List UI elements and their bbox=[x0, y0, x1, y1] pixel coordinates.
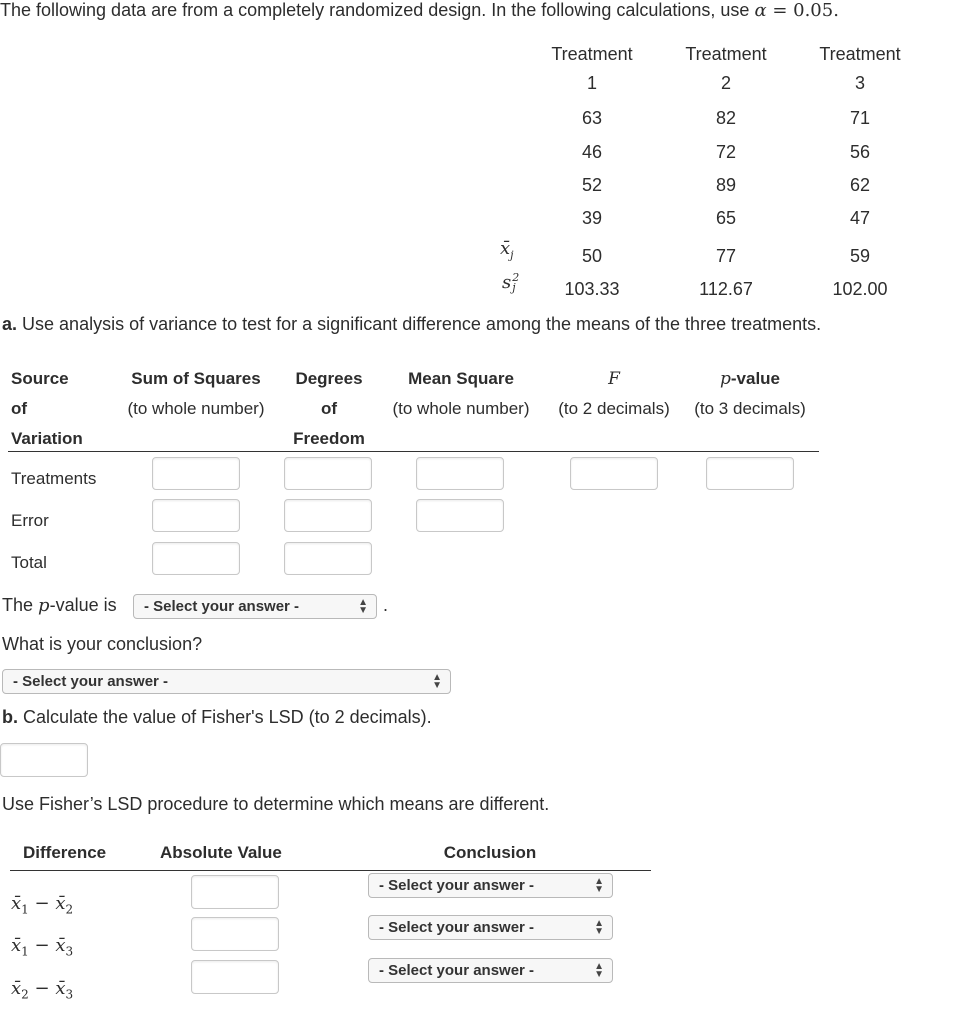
treatment-2-header: Treatment 2 bbox=[685, 44, 767, 93]
difference-x2-x3: $x̄_2$ − $x̄_3$ bbox=[11, 978, 74, 1002]
data-cell: 82 bbox=[715, 108, 737, 128]
pvalue-sentence: The p-value is bbox=[2, 595, 117, 616]
data-cell: 63 bbox=[581, 108, 603, 128]
data-cell: 39 bbox=[581, 208, 603, 228]
data-cell: 46 bbox=[581, 142, 603, 162]
anova-header-source: Source of Variation bbox=[11, 369, 83, 448]
f-statistic-input[interactable] bbox=[570, 457, 658, 490]
mean-value: 77 bbox=[715, 246, 737, 266]
row-label-error: Error bbox=[11, 511, 49, 530]
abs-diff-1-3-input[interactable] bbox=[191, 917, 279, 951]
mean-label: $x̄_j$ bbox=[500, 238, 514, 262]
select-arrows-icon: ▲ ▼ bbox=[432, 671, 442, 691]
anova-header-f: F (to 2 decimals) bbox=[558, 369, 670, 418]
data-cell: 47 bbox=[849, 208, 871, 228]
total-ss-input[interactable] bbox=[152, 542, 240, 575]
conclusion-1-2-select[interactable]: - Select your answer - ▲ ▼ bbox=[368, 873, 613, 898]
anova-header-rule bbox=[8, 451, 819, 452]
lsd-header-absolute-value: Absolute Value bbox=[160, 843, 282, 862]
pvalue-range-select[interactable]: - Select your answer - ▲ ▼ bbox=[133, 594, 377, 619]
treatments-ms-input[interactable] bbox=[416, 457, 504, 490]
abs-diff-1-2-input[interactable] bbox=[191, 875, 279, 909]
variance-label: s 2 j bbox=[502, 271, 520, 294]
select-arrows-icon: ▲ ▼ bbox=[594, 960, 604, 980]
sentence-period: . bbox=[383, 595, 389, 615]
total-df-input[interactable] bbox=[284, 542, 372, 575]
lsd-header-conclusion: Conclusion bbox=[443, 843, 537, 862]
intro-text: The following data are from a completely randomized design. In the following calculations, use α = 0.05. bbox=[0, 0, 839, 21]
treatments-df-input[interactable] bbox=[284, 457, 372, 490]
mean-value: 59 bbox=[849, 246, 871, 266]
lsd-input[interactable] bbox=[0, 743, 88, 777]
anova-header-ms: Mean Square (to whole number) bbox=[392, 369, 530, 418]
error-ms-input[interactable] bbox=[416, 499, 504, 532]
treatments-ss-input[interactable] bbox=[152, 457, 240, 490]
error-ss-input[interactable] bbox=[152, 499, 240, 532]
data-cell: 65 bbox=[715, 208, 737, 228]
abs-diff-2-3-input[interactable] bbox=[191, 960, 279, 994]
data-cell: 56 bbox=[849, 142, 871, 162]
treatment-3-header: Treatment 3 bbox=[819, 44, 901, 93]
data-cell: 72 bbox=[715, 142, 737, 162]
data-cell: 89 bbox=[715, 175, 737, 195]
part-a-prompt: a. Use analysis of variance to test for a significant difference among the means of the three treatments. bbox=[2, 314, 822, 334]
mean-value: 50 bbox=[581, 246, 603, 266]
difference-x1-x2: $x̄_1$ − $x̄_2$ bbox=[11, 893, 74, 917]
conclusion-1-3-select[interactable]: - Select your answer - ▲ ▼ bbox=[368, 915, 613, 940]
conclusion-question: What is your conclusion? bbox=[2, 634, 203, 654]
lsd-instruction: Use Fisher’s LSD procedure to determine which means are different. bbox=[2, 794, 550, 814]
row-label-treatments: Treatments bbox=[11, 469, 97, 488]
lsd-header-rule bbox=[10, 870, 651, 871]
error-df-input[interactable] bbox=[284, 499, 372, 532]
variance-value: 102.00 bbox=[832, 279, 888, 299]
conclusion-2-3-select[interactable]: - Select your answer - ▲ ▼ bbox=[368, 958, 613, 983]
anova-header-df: Degrees of Freedom bbox=[293, 369, 365, 448]
variance-value: 103.33 bbox=[564, 279, 620, 299]
anova-header-pvalue: p-value (to 3 decimals) bbox=[694, 369, 806, 418]
select-arrows-icon: ▲ ▼ bbox=[358, 596, 368, 616]
data-cell: 52 bbox=[581, 175, 603, 195]
variance-value: 112.67 bbox=[699, 279, 753, 299]
lsd-header-difference: Difference bbox=[23, 843, 107, 862]
select-arrows-icon: ▲ ▼ bbox=[594, 917, 604, 937]
pvalue-input[interactable] bbox=[706, 457, 794, 490]
part-b-prompt: b. Calculate the value of Fisher's LSD (to 2 decimals). bbox=[2, 707, 432, 727]
row-label-total: Total bbox=[11, 553, 47, 572]
anova-header-ss: Sum of Squares (to whole number) bbox=[127, 369, 265, 418]
difference-x1-x3: $x̄_1$ − $x̄_3$ bbox=[11, 935, 74, 959]
select-arrows-icon: ▲ ▼ bbox=[594, 875, 604, 895]
data-cell: 62 bbox=[849, 175, 871, 195]
conclusion-select[interactable]: - Select your answer - ▲ ▼ bbox=[2, 669, 451, 694]
data-cell: 71 bbox=[849, 108, 871, 128]
treatment-1-header: Treatment 1 bbox=[551, 44, 633, 93]
